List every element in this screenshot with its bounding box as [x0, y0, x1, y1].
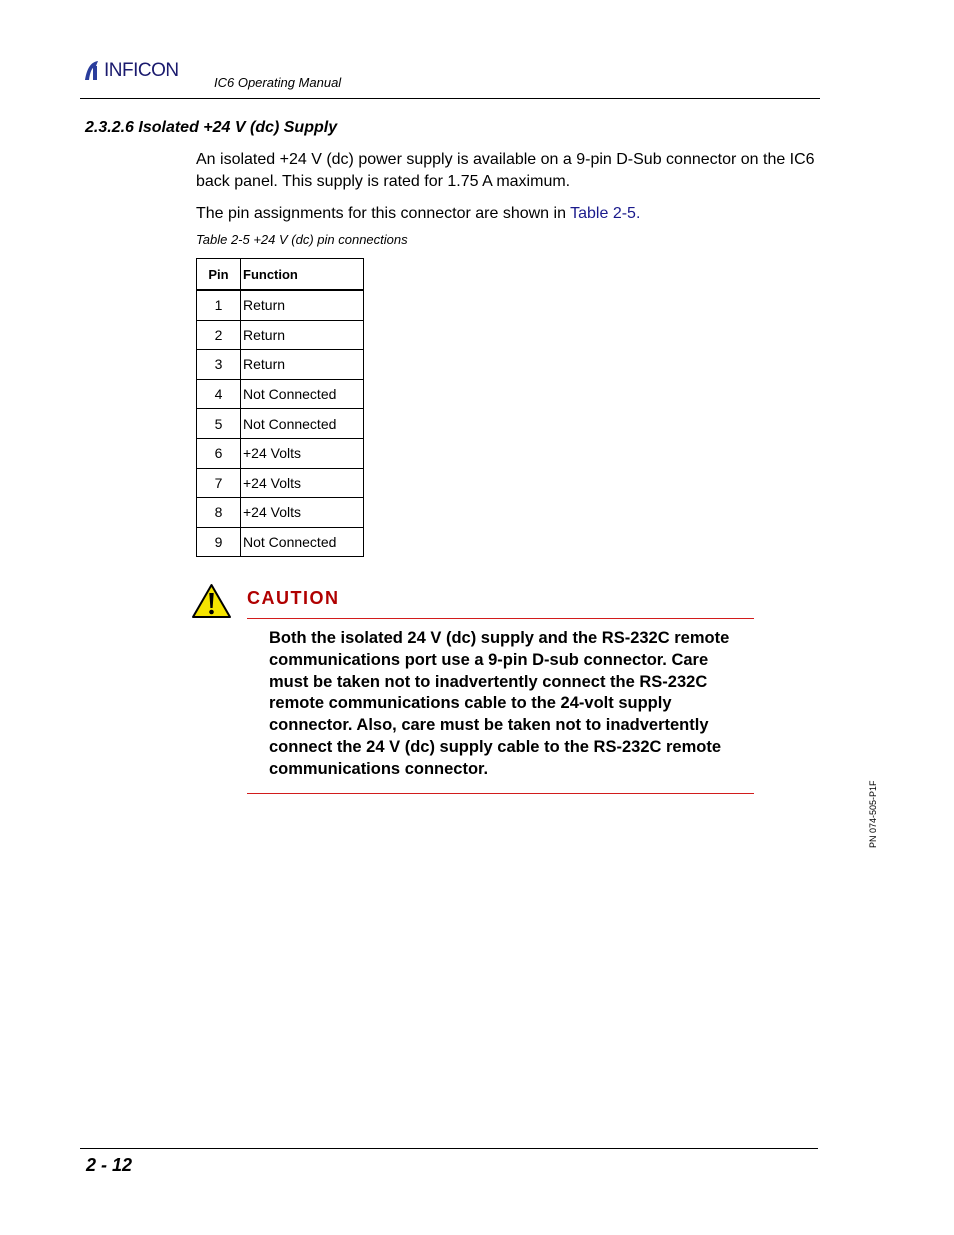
column-header-pin: Pin	[197, 259, 241, 291]
page-number: 2 - 12	[86, 1155, 133, 1175]
table-row	[197, 290, 364, 320]
header-divider	[80, 98, 820, 99]
pin-cell: 7	[197, 468, 241, 498]
manual-title: IC6 Operating Manual	[214, 75, 342, 90]
pin-cell: 2	[197, 320, 241, 350]
table-row	[197, 350, 364, 380]
section-heading: 2.3.2.6 Isolated +24 V (dc) Supply	[85, 119, 338, 136]
pin-cell: 1	[197, 290, 241, 320]
pin-cell: 6	[197, 438, 241, 468]
pin-cell: 5	[197, 409, 241, 439]
pin-cell: 9	[197, 527, 241, 557]
pin-reference-paragraph	[196, 203, 816, 225]
function-cell: Not Connected	[241, 409, 364, 439]
caution-body: Both the isolated 24 V (dc) supply and the RS-232C remote communications port use a 9-pin D-sub connector. Care must be taken not to inadvertently connect the RS-232C remote communications cable to the 24-volt supply connector. Also, care must be taken not to inadvertently connect the 24 V (dc) supply cable to the RS-232C remote communications connector.	[269, 629, 730, 778]
function-cell: Return	[241, 350, 364, 380]
pin-cell: 8	[197, 498, 241, 528]
caution-title: CAUTION	[247, 588, 340, 608]
warning-triangle-icon	[191, 583, 232, 619]
pin-cell: 3	[197, 350, 241, 380]
column-header-function: Function	[241, 259, 364, 291]
table-row	[197, 527, 364, 557]
table-caption: Table 2-5 +24 V (dc) pin connections	[196, 232, 408, 247]
function-cell: Not Connected	[241, 527, 364, 557]
function-cell: +24 Volts	[241, 498, 364, 528]
pin-reference-text: The pin assignments for this connector are shown in	[196, 205, 571, 222]
table-row	[197, 468, 364, 498]
footer-divider	[80, 1148, 818, 1149]
part-number: PN 074-505-P1F	[868, 780, 878, 848]
function-cell: Return	[241, 320, 364, 350]
caution-bottom-rule	[247, 793, 754, 794]
function-cell: Return	[241, 290, 364, 320]
function-cell: Not Connected	[241, 379, 364, 409]
table-row	[197, 409, 364, 439]
table-row	[197, 320, 364, 350]
function-cell: +24 Volts	[241, 468, 364, 498]
table-row	[197, 379, 364, 409]
caution-top-rule	[247, 618, 754, 619]
table-2-5-link[interactable]: Table 2-5.	[570, 205, 641, 222]
table-header-row	[197, 259, 364, 291]
table-row	[197, 498, 364, 528]
table-row	[197, 438, 364, 468]
function-cell: +24 Volts	[241, 438, 364, 468]
intro-paragraph: An isolated +24 V (dc) power supply is available on a 9-pin D-Sub connector on the IC6 back panel. This supply is rated for 1.75 A maximum.	[196, 151, 815, 190]
pin-cell: 4	[197, 379, 241, 409]
pin-connections-table	[196, 258, 364, 557]
logo-wordmark: INFICON	[104, 60, 179, 81]
